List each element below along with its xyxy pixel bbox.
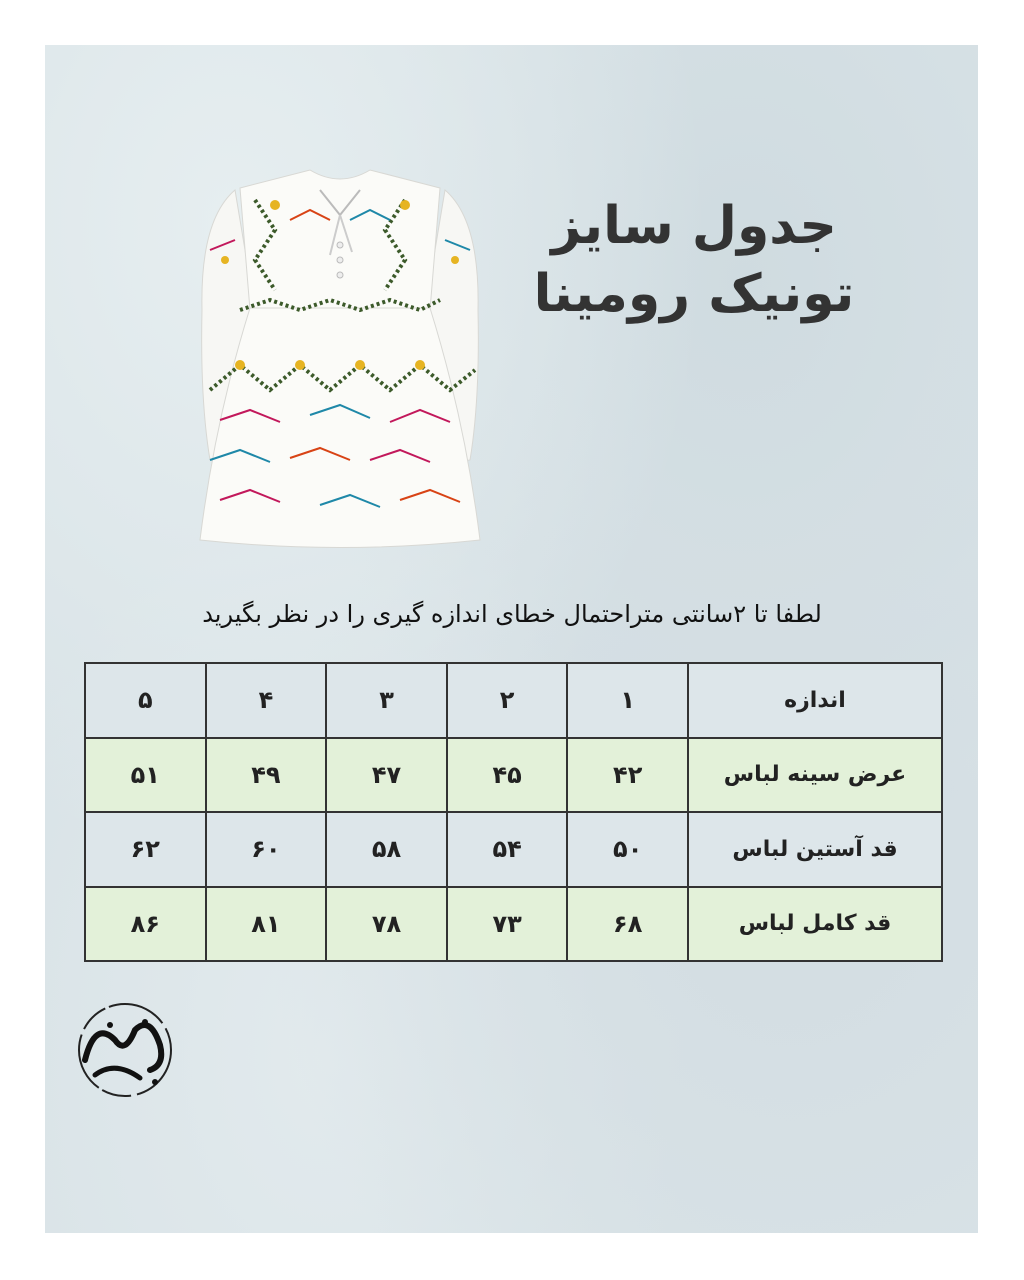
table-cell: ۴۵ <box>447 738 568 813</box>
table-cell: ۸۱ <box>206 887 327 962</box>
measurement-note: لطفا تا ۲سانتی متراحتمال خطای اندازه گیری را در نظر بگیرید <box>202 600 822 628</box>
table-cell: ۵۴ <box>447 812 568 887</box>
row-label: عرض سینه لباس <box>688 738 942 813</box>
header-cell: ۲ <box>447 663 568 738</box>
header-cell: ۵ <box>85 663 206 738</box>
header-cell: ۴ <box>206 663 327 738</box>
table-row <box>85 887 942 962</box>
table-cell: ۷۸ <box>326 887 447 962</box>
row-label: قد آستین لباس <box>688 812 942 887</box>
table-cell: ۴۷ <box>326 738 447 813</box>
size-table <box>84 662 943 962</box>
table-cell: ۶۰ <box>206 812 327 887</box>
tunic-dress-image <box>180 160 500 560</box>
table-cell: ۶۲ <box>85 812 206 887</box>
header-label: اندازه <box>688 663 942 738</box>
table-cell: ۶۸ <box>567 887 688 962</box>
title-line-1: جدول سایز <box>551 196 837 256</box>
table-cell: ۸۶ <box>85 887 206 962</box>
table-row <box>85 738 942 813</box>
table-cell: ۴۲ <box>567 738 688 813</box>
table-cell: ۵۰ <box>567 812 688 887</box>
header-cell: ۳ <box>326 663 447 738</box>
table-row <box>85 812 942 887</box>
title-line-2: تونیک رومینا <box>533 264 855 324</box>
row-label: قد کامل لباس <box>688 887 942 962</box>
table-header-row <box>85 663 942 738</box>
table-cell: ۴۹ <box>206 738 327 813</box>
brand-logo <box>55 1000 195 1100</box>
header-cell: ۱ <box>567 663 688 738</box>
table-cell: ۵۸ <box>326 812 447 887</box>
table-cell: ۵۱ <box>85 738 206 813</box>
table-cell: ۷۳ <box>447 887 568 962</box>
